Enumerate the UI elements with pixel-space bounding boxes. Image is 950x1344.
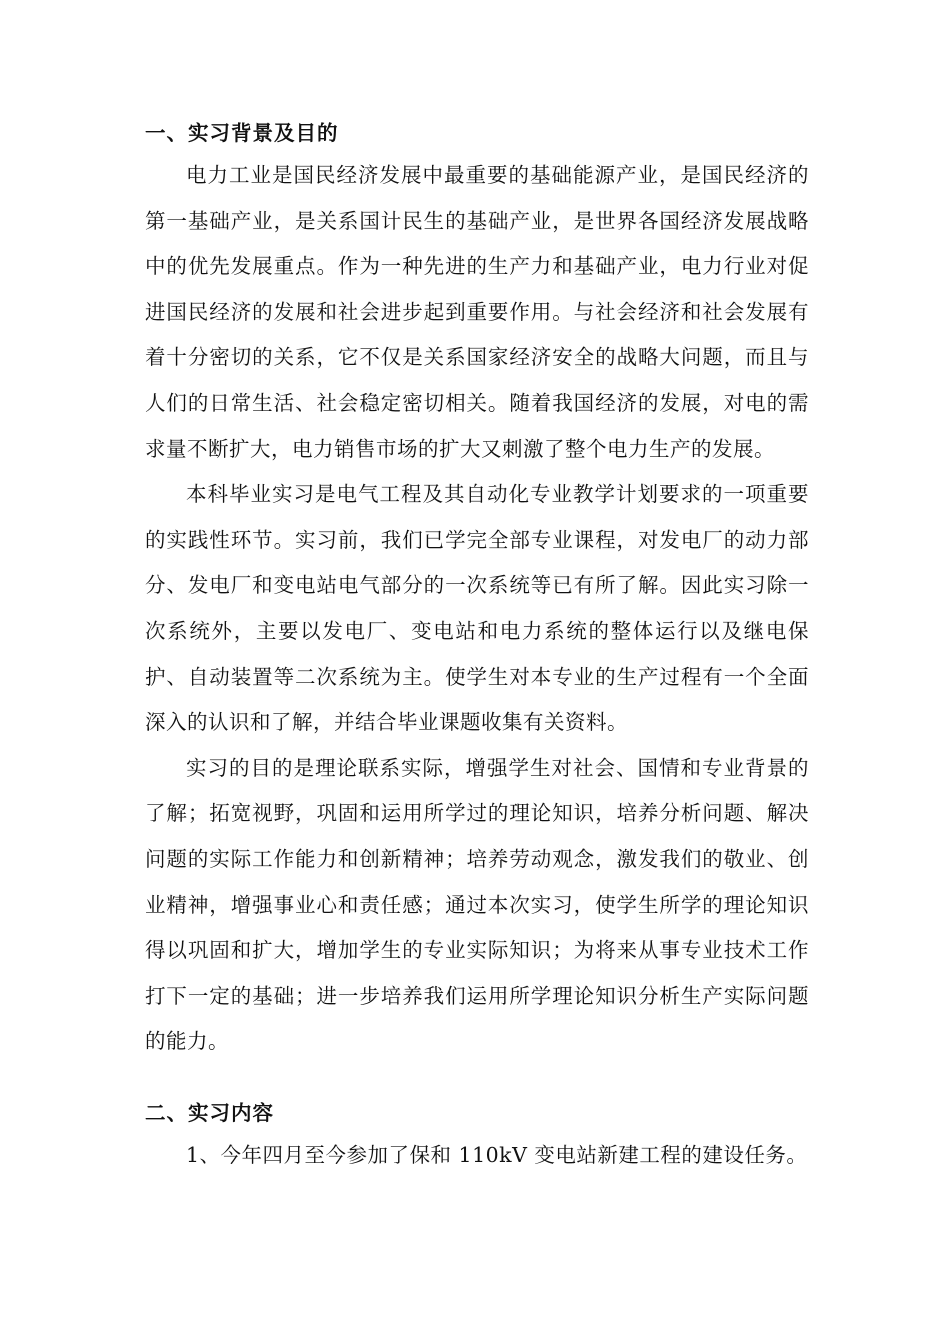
section-spacer xyxy=(145,1065,809,1093)
document-page xyxy=(145,113,809,1178)
paragraph-internship-purpose: 实习的目的是理论联系实际，增强学生对社会、国情和专业背景的了解；拓宽视野，巩固和运用所学过的理论知识，培养分析问题、解决问题的实际工作能力和创新精神；培养劳动观念，激发我们的敬业、创业精神，增强事业心和责任感；通过本次实习，使学生所学的理论知识得以巩固和扩大，增加学生的专业实际知识；为将来从事专业技术工作打下一定的基础；进一步培养我们运用所学理论知识分析生产实际问题的能力。 xyxy=(145,755,809,1054)
paragraph-graduation-internship: 本科毕业实习是电气工程及其自动化专业教学计划要求的一项重要的实践性环节。实习前，我们已学完全部专业课程，对发电厂的动力部分、发电厂和变电站电气部分的一次系统等已有所了解。因此实习除一次系统外，主要以发电厂、变电站和电力系统的整体运行以及继电保护、自动装置等二次系统为主。使学生对本专业的生产过程有一个全面深入的认识和了解，并结合毕业课题收集有关资料。 xyxy=(145,482,809,735)
section-heading-content: 二、实习内容 xyxy=(145,1100,274,1125)
paragraph-content-item-1: 1、今年四月至今参加了保和 110kV 变电站新建工程的建设任务。 xyxy=(186,1142,808,1167)
paragraph-power-industry: 电力工业是国民经济发展中最重要的基础能源产业，是国民经济的第一基础产业，是关系国计民生的基础产业，是世界各国经济发展战略中的优先发展重点。作为一种先进的生产力和基础产业，电力行业对促进国民经济的发展和社会进步起到重要作用。与社会经济和社会发展有着十分密切的关系，它不仅是关系国家经济安全的战略大问题，而且与人们的日常生活、社会稳定密切相关。随着我国经济的发展，对电的需求量不断扩大，电力销售市场的扩大又刺激了整个电力生产的发展。 xyxy=(145,163,809,461)
section-heading-background: 一、实习背景及目的 xyxy=(145,121,339,145)
